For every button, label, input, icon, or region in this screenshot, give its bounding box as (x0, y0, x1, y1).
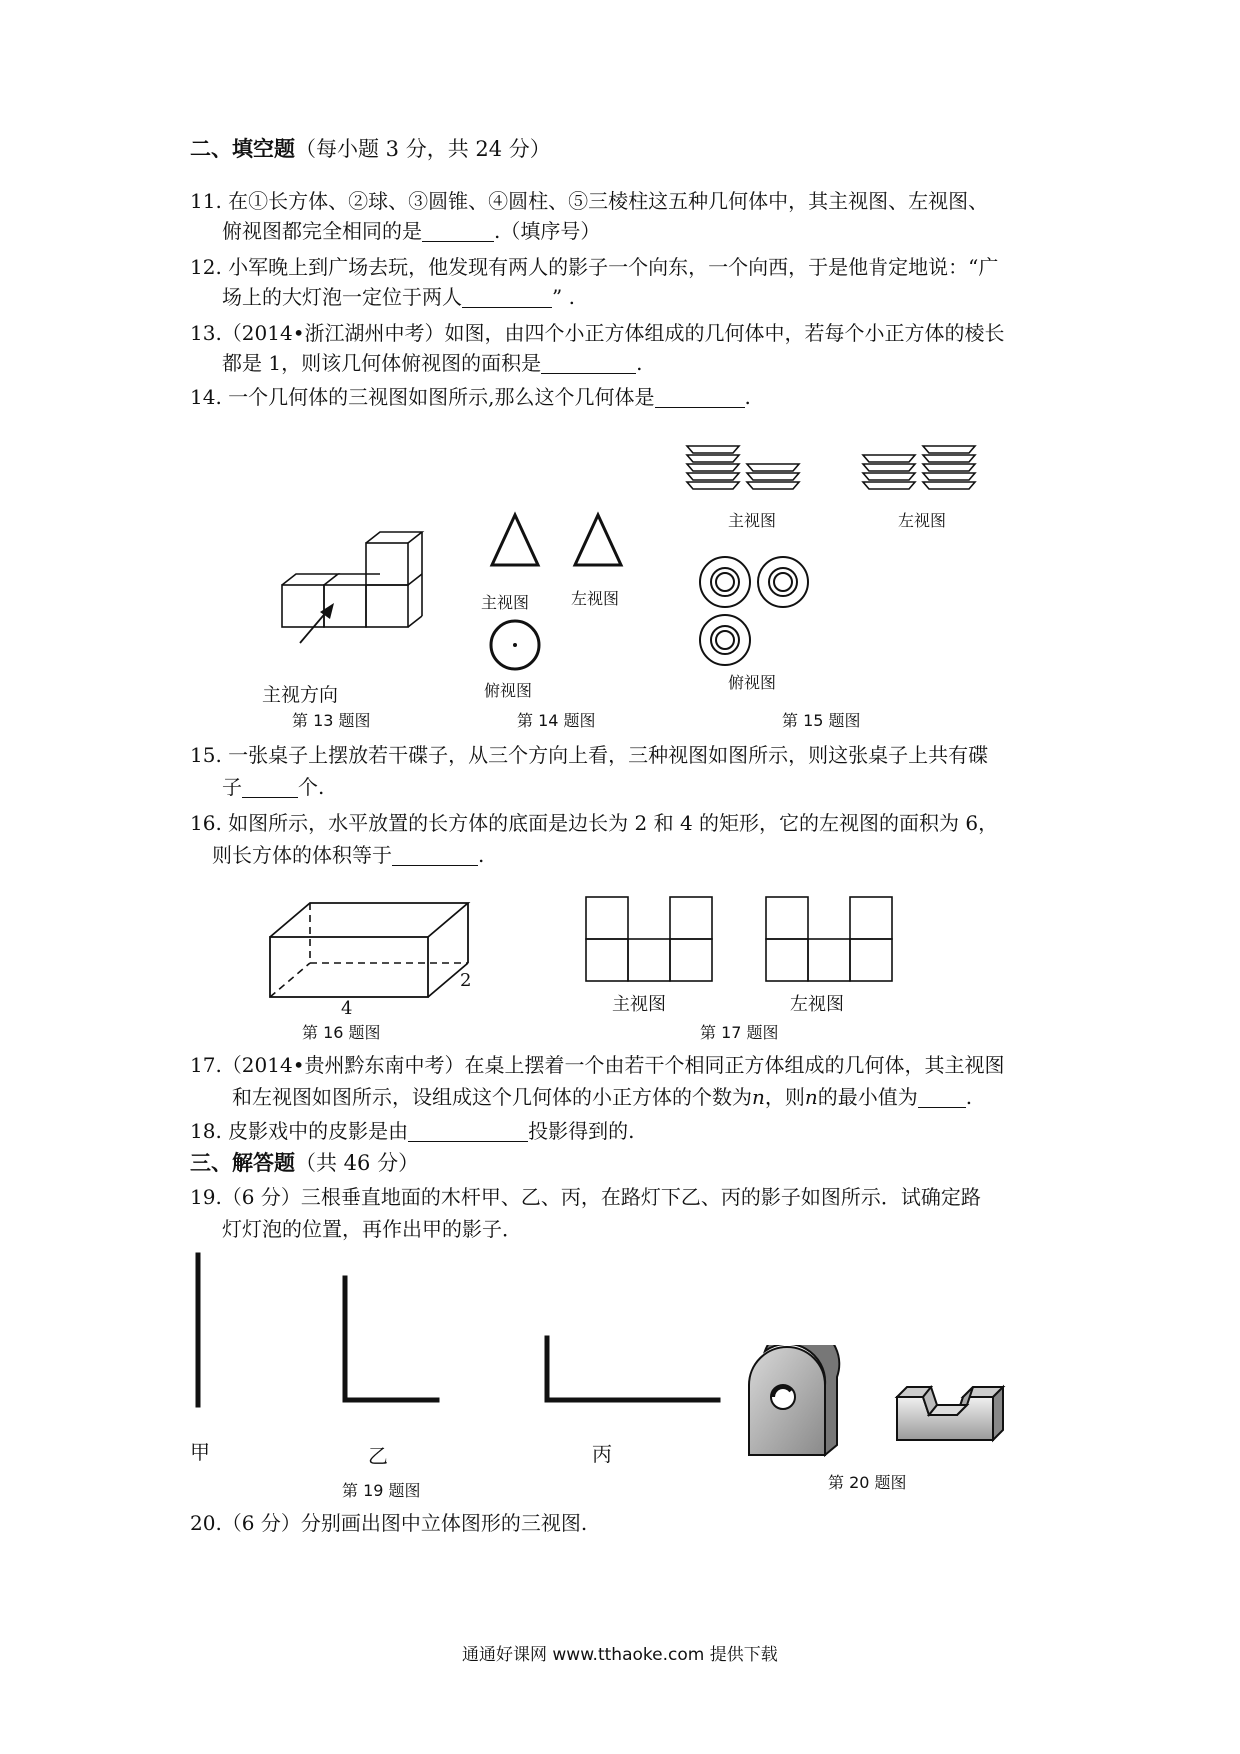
q11-text-end: .（填序号） (494, 219, 601, 243)
fig13-cube-stack (270, 530, 440, 645)
fig16-cuboid (265, 895, 475, 1005)
q13-text: 都是 1，则该几何体俯视图的面积是 (222, 351, 542, 375)
fig20-caption: 第 20 题图 (828, 1473, 907, 1492)
section-title: 三、解答题 (190, 1151, 295, 1175)
q18-text: 18. 皮影戏中的皮影是由 (190, 1119, 409, 1143)
fig14-top-circle (485, 615, 545, 675)
q14-text-end: . (744, 385, 751, 409)
q15-text-end: 个. (298, 775, 325, 799)
q11-text: 俯视图都完全相同的是 (222, 219, 422, 243)
answer-blank[interactable] (242, 775, 298, 798)
fig14-top-label: 俯视图 (484, 681, 533, 700)
fig19-label-bing: 丙 (592, 1442, 612, 1466)
fig14-triangles (480, 510, 630, 570)
q15-line2 (222, 772, 324, 802)
answer-blank[interactable] (655, 385, 745, 408)
fig15-top-label: 俯视图 (728, 673, 777, 692)
fig19-label-yi: 乙 (368, 1444, 388, 1468)
fig16-caption: 第 16 题图 (302, 1023, 381, 1042)
section-title: 二、填空题 (190, 137, 295, 161)
fig13-caption: 第 13 题图 (292, 711, 371, 730)
q20-line1: 20.（6 分）分别画出图中立体图形的三视图. (190, 1511, 588, 1535)
var-n: n (804, 1085, 818, 1109)
answer-blank[interactable] (462, 285, 552, 308)
q17-text: 和左视图如图所示，设组成这个几何体的小正方体的个数为 (232, 1085, 752, 1109)
q13-text-end: . (636, 351, 643, 375)
section-note: （每小题 3 分，共 24 分） (295, 137, 551, 161)
answer-blank[interactable] (408, 1119, 528, 1142)
q19-line1: 19.（6 分）三根垂直地面的木杆甲、乙、丙，在路灯下乙、丙的影子如图所示．试确定路 (190, 1185, 981, 1209)
q15-text: 子 (222, 775, 242, 799)
q11-line1: 11. 在①长方体、②球、③圆锥、④圆柱、⑤三棱柱这五种几何体中，其主视图、左视图、 (190, 189, 989, 213)
fig15-plate-stacks (685, 440, 995, 500)
q16-line2 (212, 840, 484, 870)
fig15-top-rings (695, 552, 815, 672)
fig14-front-label: 主视图 (481, 593, 530, 612)
fig19-poles (185, 1250, 730, 1410)
q12-line2 (222, 282, 575, 312)
q19-line2: 灯灯泡的位置，再作出甲的影子． (222, 1217, 522, 1241)
fig16-width-label: 2 (460, 970, 472, 991)
q16-text: 则长方体的体积等于 (212, 843, 392, 867)
q17-line1: 17.（2014•贵州黔东南中考）在桌上摆着一个由若干个相同正方体组成的几何体，其主视图 (190, 1053, 1005, 1077)
fig19-label-jia: 甲 (190, 1440, 210, 1464)
q13-line2 (222, 348, 642, 378)
fig20-solids (745, 1345, 1025, 1460)
section-3-heading (190, 1148, 419, 1178)
var-n: n (752, 1085, 765, 1109)
q12-text: 场上的大灯泡一定位于两人 (222, 285, 462, 309)
answer-blank[interactable] (918, 1085, 966, 1108)
q17-text-end: . (965, 1085, 973, 1109)
q17-text: 的最小值为 (817, 1085, 918, 1109)
q18-text-end: 投影得到的. (528, 1119, 635, 1143)
q14-text: 14. 一个几何体的三视图如图所示,那么这个几何体是 (190, 385, 655, 409)
q15-line1: 15. 一张桌子上摆放若干碟子，从三个方向上看，三种视图如图所示，则这张桌子上共有碟 (190, 743, 989, 767)
q13-line1: 13.（2014•浙江湖州中考）如图，由四个小正方体组成的几何体中，若每个小正方体的棱长 (190, 321, 1005, 345)
q12-line1: 12. 小军晚上到广场去玩，他发现有两人的影子一个向东，一个向西，于是他肯定地说：“广 (190, 255, 999, 279)
fig16-length-label: 4 (341, 998, 353, 1019)
fig17-front-label: 主视图 (612, 994, 666, 1015)
section-2-heading (190, 134, 551, 164)
answer-blank[interactable] (422, 219, 494, 242)
fig14-caption: 第 14 题图 (517, 711, 596, 730)
q14-line1 (190, 382, 751, 412)
section-note: （共 46 分） (295, 1151, 420, 1175)
fig15-left-label: 左视图 (898, 511, 947, 530)
fig19-caption: 第 19 题图 (342, 1481, 421, 1500)
fig17-views (580, 895, 900, 990)
q18-line1 (190, 1116, 635, 1146)
fig15-front-label: 主视图 (728, 511, 777, 530)
fig13-arrow-label: 主视方向 (262, 684, 339, 706)
q17-text: ，则 (764, 1085, 805, 1109)
q16-text-end: . (478, 843, 485, 867)
footer-source: 通通好课网 www.tthaoke.com 提供下载 (462, 1645, 778, 1665)
q12-text-end: ” . (552, 285, 575, 309)
fig17-left-label: 左视图 (790, 994, 844, 1015)
answer-blank[interactable] (392, 843, 478, 866)
fig14-left-label: 左视图 (571, 589, 620, 608)
fig15-caption: 第 15 题图 (782, 711, 861, 730)
q16-line1: 16. 如图所示，水平放置的长方体的底面是边长为 2 和 4 的矩形，它的左视图的面积为 6， (190, 811, 999, 835)
q11-line2 (222, 216, 600, 246)
fig17-caption: 第 17 题图 (700, 1023, 779, 1042)
answer-blank[interactable] (541, 351, 636, 374)
q17-line2 (232, 1082, 972, 1112)
